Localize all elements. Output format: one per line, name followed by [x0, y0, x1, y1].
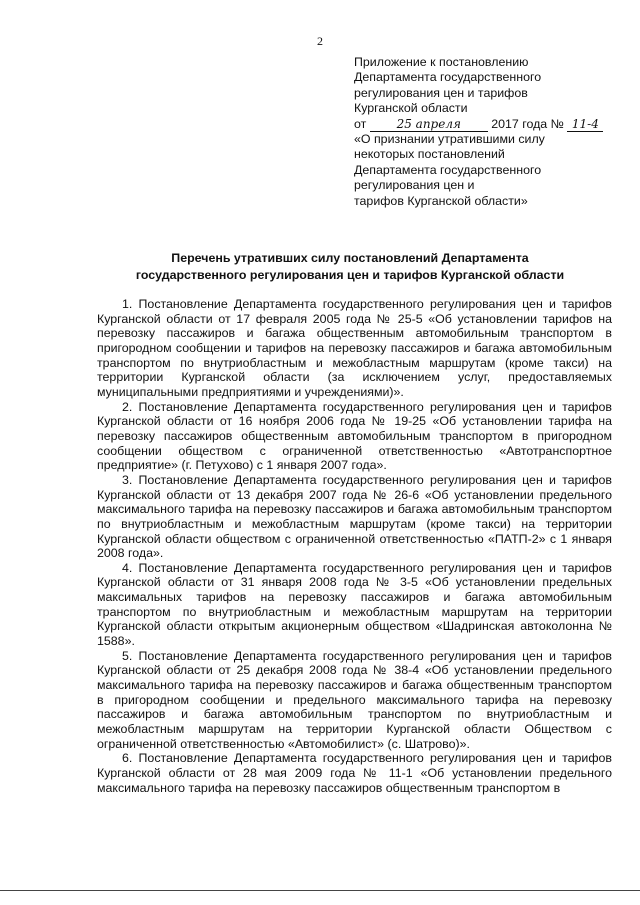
- appendix-line: регулирования цен и тарифов: [354, 85, 528, 100]
- appendix-block: [354, 55, 624, 209]
- list-item: 4. Постановление Департамента государственного регулирования цен и тарифов Курганской области от 31 января 2008 года № 3-5 «Об установлении предельных максимальных тарифов на перевозку пассажиров и багажа автомобильным транспортом по внутриобластным и межобластным маршрутам на территории Курганской области открытым акционерным обществом «Шадринская автоколонна № 1588».: [97, 560, 612, 649]
- date-prefix: от: [354, 116, 367, 131]
- title-line: Перечень утративших силу постановлений Департамента: [171, 251, 529, 265]
- list-item: 5. Постановление Департамента государственного регулирования цен и тарифов Курганской области от 25 декабря 2008 года № 38-4 «Об установлении предельного максимального тарифа на перевозку пассажиров и багажа общественным транспортом в пригородном сообщении и предельного максимального тарифа на перевозку пассажиров и багажа автомобильным транспортом по внутриобластным и межобластным маршрутам на территории Курганской области Обществом с ограниченной ответственностью «Автомобилист» (с. Шатрово)».: [97, 648, 612, 751]
- appendix-line: Департамента государственного: [354, 70, 542, 85]
- document-title: [80, 250, 620, 284]
- page-bottom-rule: [0, 890, 640, 891]
- appendix-subject-line: регулирования цен и: [354, 178, 475, 193]
- appendix-subject-line: тарифов Курганской области»: [354, 193, 528, 208]
- appendix-subject-line: Департамента государственного: [354, 162, 542, 177]
- page-number: 2: [317, 34, 323, 48]
- list-item: 3. Постановление Департамента государственного регулирования цен и тарифов Курганской области от 13 декабря 2007 года № 26-6 «Об установлении предельного максимального тарифа на перевозку пассажиров и багажа автомобильным транспортом по внутриобластным и межобластным маршрутам (кроме такси) на территории Курганской области обществом с ограниченной ответственностью «ПАТП-2» с 1 января 2008 года».: [97, 472, 612, 561]
- date-suffix: 2017 года №: [491, 116, 564, 131]
- title-line: государственного регулирования цен и тарифов Курганской области: [135, 268, 565, 282]
- handwritten-number: 11-4: [567, 118, 603, 132]
- list-item: 6. Постановление Департамента государственного регулирования цен и тарифов Курганской области от 28 мая 2009 года № 11-1 «Об установлении предельного максимального тарифа на перевозку пассажиров общественным транспортом в: [97, 751, 612, 795]
- list-item: 1. Постановление Департамента государственного регулирования цен и тарифов Курганской области от 17 февраля 2005 года № 25-5 «Об установлении тарифов на перевозку пассажиров и багажа общественным автомобильным транспортом в пригородном сообщении и тарифов на перевозку пассажиров и багажа автомобильным транспортом по внутриобластным и межобластным маршрутам (кроме такси) на территории Курганской области (за исключением услуг, предоставляемых муниципальными предприятиями и учреждениями)».: [97, 297, 612, 399]
- list-item: 2. Постановление Департамента государственного регулирования цен и тарифов Курганской области от 16 ноября 2006 года № 19-25 «Об установлении тарифа на перевозку пассажиров общественным автомобильным транспортом в пригородном сообщении обществом с ограниченной ответственностью «Автотранспортное предприятие» (г. Петухово) с 1 января 2007 года».: [97, 399, 612, 473]
- appendix-date-line: [354, 117, 624, 132]
- appendix-subject-line: «О признании утратившими силу: [354, 132, 545, 147]
- appendix-line: Приложение к постановлению: [354, 55, 529, 69]
- handwritten-date: 25 апреля: [370, 118, 488, 132]
- appendix-line: Курганской области: [354, 101, 468, 116]
- appendix-subject-line: некоторых постановлений: [354, 147, 505, 162]
- document-body: [97, 297, 612, 795]
